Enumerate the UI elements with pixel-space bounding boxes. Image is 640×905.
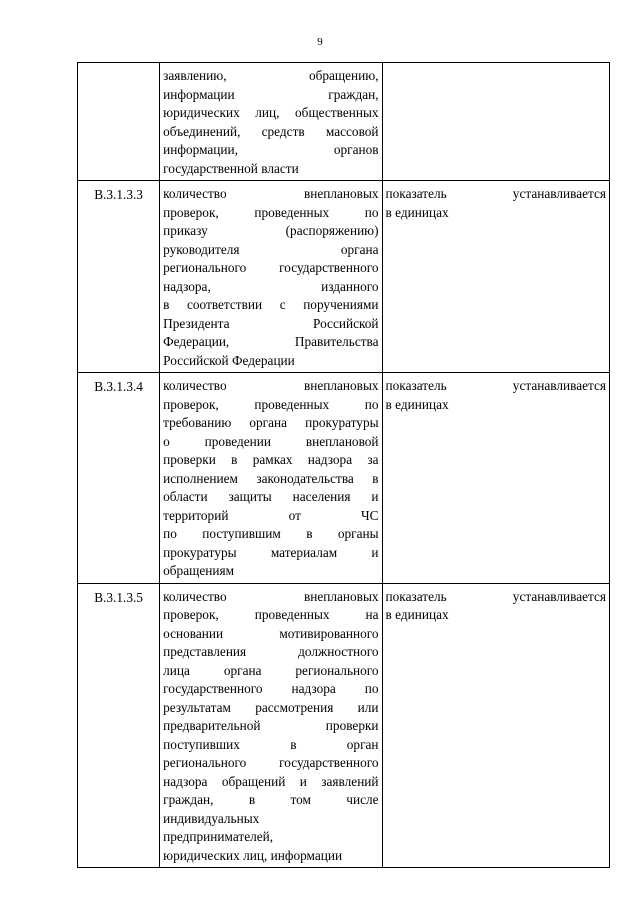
indicator-code-cell (78, 63, 160, 181)
indicator-name-cell (160, 373, 382, 584)
indicator-name-line: информации, органов (163, 142, 379, 157)
indicator-name-line: количество внеплановых (163, 588, 379, 604)
indicator-name-line: поступивших в орган (163, 736, 379, 752)
indicator-name-line: представления должностного (163, 644, 379, 659)
indicator-name-line: основании мотивированного (163, 625, 379, 641)
indicator-unit-line: показатель устанавливается (385, 186, 606, 201)
indicator-name-line: руководителя органа (163, 241, 379, 257)
indicator-name-line: требованию органа прокуратуры (163, 415, 379, 430)
indicator-name-line: индивидуальных (163, 810, 260, 826)
indicator-name-line: надзора обращений и заявлений (163, 773, 379, 789)
indicator-name-line: регионального государственного (163, 755, 379, 770)
indicator-name-line: граждан, в том числе (163, 792, 379, 807)
indicator-name-line: о проведении внеплановой (163, 433, 379, 449)
table-row (78, 583, 610, 868)
indicator-name-line: предпринимателей, (163, 829, 274, 844)
indicator-name-line: Федерации, Правительства (163, 334, 379, 349)
indicator-unit-line: показатель устанавливается (385, 378, 606, 393)
table-body (78, 63, 610, 868)
table-row (78, 63, 610, 181)
indicator-unit-line: в единицах (385, 607, 449, 622)
indicator-name-cell (160, 583, 382, 868)
indicator-code-cell: В.3.1.3.4 (78, 373, 160, 584)
indicator-unit-line: в единицах (385, 204, 449, 220)
indicator-name-line: в соответствии с поручениями (163, 297, 379, 312)
indicator-name-line: приказу (распоряжению) (163, 223, 379, 238)
indicator-name-cell (160, 63, 382, 181)
indicator-name-line: юридических лиц, общественных (163, 105, 379, 120)
page-number: 9 (317, 36, 323, 48)
indicator-name-line: лица органа регионального (163, 662, 379, 678)
indicator-name-line: предварительной проверки (163, 718, 379, 733)
indicator-unit-cell (382, 583, 609, 868)
indicator-name-line: обращениям (163, 563, 235, 578)
indicator-name-line: исполнением законодательства в (163, 470, 379, 486)
indicator-name-line: прокуратуры материалам и (163, 544, 379, 560)
indicator-name-line: информации граждан, (163, 86, 379, 102)
table-row (78, 373, 610, 584)
indicator-name-cell (160, 181, 382, 373)
indicator-name-line: государственного надзора по (163, 681, 379, 696)
indicator-name-line: государственной власти (163, 160, 299, 176)
indicator-name-line: проверки в рамках надзора за (163, 452, 379, 467)
table-row (78, 181, 610, 373)
indicators-table (77, 62, 610, 868)
indicator-name-line: объединений, средств массовой (163, 123, 379, 139)
indicator-name-line: проверок, проведенных по (163, 396, 379, 412)
indicator-name-line: по поступившим в органы (163, 526, 379, 541)
indicator-name-line: территорий от ЧС (163, 507, 379, 523)
indicator-name-line: надзора, изданного (163, 278, 379, 294)
indicator-name-line: Президента Российской (163, 315, 379, 331)
indicator-unit-cell (382, 181, 609, 373)
indicator-name-line: проверок, проведенных на (163, 607, 379, 622)
indicator-name-line: количество внеплановых (163, 378, 379, 393)
indicator-name-line: проверок, проведенных по (163, 204, 379, 220)
indicator-name-line: заявлению, обращению, (163, 68, 379, 83)
indicator-name-line: результатам рассмотрения или (163, 699, 379, 715)
indicator-unit-line: показатель устанавливается (385, 588, 606, 604)
indicator-unit-cell (382, 63, 609, 181)
indicator-name-line: Российской Федерации (163, 352, 295, 368)
indicator-code-cell: В.3.1.3.5 (78, 583, 160, 868)
indicator-name-line: юридических лиц, информации (163, 847, 343, 863)
indicator-name-line: регионального государственного (163, 260, 379, 275)
indicator-code-cell: В.3.1.3.3 (78, 181, 160, 373)
indicator-unit-cell (382, 373, 609, 584)
indicator-name-line: количество внеплановых (163, 186, 379, 201)
indicator-unit-line: в единицах (385, 396, 449, 412)
indicator-name-line: области защиты населения и (163, 489, 379, 504)
